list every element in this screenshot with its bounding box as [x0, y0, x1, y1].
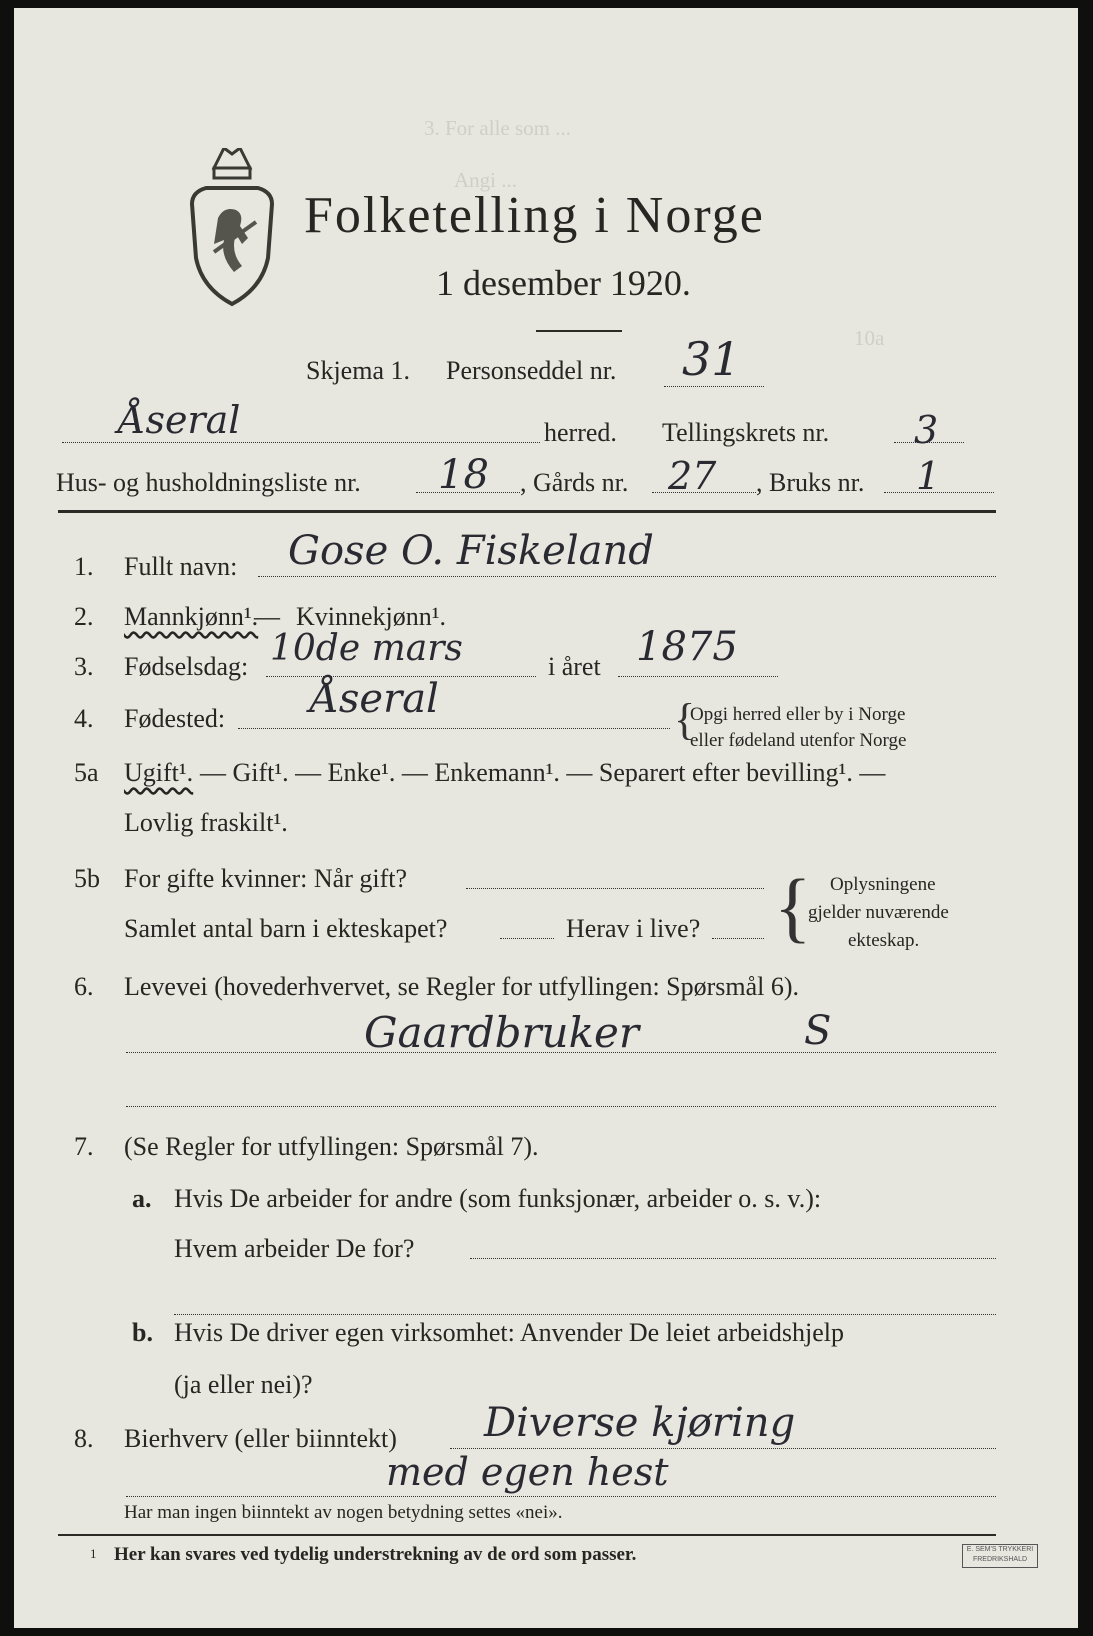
q3-year-label: i året — [548, 652, 601, 681]
occupation-value: Gaardbruker — [364, 1008, 639, 1057]
header-divider — [58, 510, 996, 513]
q6-label: Levevei (hovederhvervet, se Regler for utfyllingen: Spørsmål 6). — [124, 972, 800, 1001]
q4-note-line1: Opgi herred eller by i Norge — [690, 704, 906, 725]
bleed-through-text: Angi ... — [454, 168, 517, 192]
census-form-page — [14, 8, 1078, 1628]
q2-separator: — — [254, 602, 280, 631]
footnote-mark: 1 — [90, 1546, 97, 1561]
q8-field-line-2 — [126, 1496, 996, 1497]
q7a-line1: Hvis De arbeider for andre (som funksjonær, arbeider o. s. v.): — [174, 1184, 822, 1213]
q5a-number: 5a — [74, 758, 99, 787]
footnote-text: Her kan svares ved tydelig understrekning av de ord som passer. — [114, 1544, 637, 1565]
birthday-value: 10de mars — [270, 628, 463, 669]
q5b-number: 5b — [74, 864, 100, 893]
no-income-note: Har man ingen biinntekt av nogen betydning settes «nei». — [124, 1502, 563, 1523]
q4-brace: { — [674, 695, 696, 744]
tellingskrets-number: 3 — [914, 408, 939, 452]
q5b-alive-field-line — [712, 938, 764, 939]
personseddel-label: Personseddel nr. — [446, 356, 617, 385]
q4-label: Fødested: — [124, 704, 226, 733]
q7b-number: b. — [132, 1318, 153, 1347]
q7a-number: a. — [132, 1184, 152, 1213]
bruks-number: 1 — [916, 454, 941, 498]
schema-label: Skjema 1. — [306, 356, 410, 385]
herred-field-line — [62, 442, 540, 443]
personseddel-number: 31 — [682, 332, 741, 386]
q5b-note-line1: Oplysningene — [830, 874, 936, 895]
q3-number: 3. — [74, 652, 94, 681]
q6-field-line-2 — [126, 1106, 996, 1107]
printer-stamp: E. SEM'S TRYKKERI FREDRIKSHALD — [962, 1544, 1038, 1568]
q5b-alive-label: Herav i live? — [566, 914, 701, 943]
q5b-when-married-field-line — [466, 888, 764, 889]
q7-label: (Se Regler for utfyllingen: Spørsmål 7). — [124, 1132, 539, 1161]
full-name-value: Gose O. Fiskeland — [288, 528, 654, 574]
secondary-occupation-value-line2: med egen hest — [386, 1450, 669, 1494]
birthplace-value: Åseral — [310, 676, 439, 722]
personseddel-field-line — [664, 386, 764, 387]
husliste-number: 18 — [438, 452, 489, 498]
gards-number: 27 — [668, 454, 717, 498]
bleed-through-text: 10a — [854, 326, 885, 350]
q1-label: Fullt navn: — [124, 552, 238, 581]
q2-female-option: Kvinnekjønn¹. — [296, 602, 447, 631]
q8-label: Bierhverv (eller biinntekt) — [124, 1424, 397, 1453]
q5b-children-field-line — [500, 938, 554, 939]
q5b-note-line3: ekteskap. — [848, 930, 920, 951]
q5a-ugift-option: Ugift¹. — [124, 758, 194, 787]
q5b-when-married-label: For gifte kvinner: Når gift? — [124, 864, 408, 893]
footnote-divider — [58, 1534, 996, 1536]
q7b-hired-help-label: (ja eller nei)? — [174, 1370, 313, 1399]
q5a-other-options: — Gift¹. — Enke¹. — Enkemann¹. — Separert efter bevilling¹. — — [200, 758, 886, 787]
birth-year-value: 1875 — [636, 624, 738, 670]
q8-field-line — [450, 1448, 996, 1449]
q5b-brace: { — [774, 863, 812, 950]
secondary-occupation-value-line1: Diverse kjøring — [484, 1400, 796, 1446]
husliste-label: Hus- og husholdningsliste nr. — [56, 468, 361, 497]
q8-number: 8. — [74, 1424, 94, 1453]
q7a-employer-field-line — [470, 1258, 996, 1259]
form-title: Folketelling i Norge — [304, 187, 765, 244]
q1-number: 1. — [74, 552, 94, 581]
q5b-children-label: Samlet antal barn i ekteskapet? — [124, 914, 448, 943]
q4-field-line — [238, 728, 670, 729]
q5a-fraskilt-option: Lovlig fraskilt¹. — [124, 808, 288, 837]
census-date: 1 desember 1920. — [436, 263, 691, 303]
q7a-employer-field-line-2 — [174, 1314, 996, 1315]
herred-label: herred. — [544, 418, 617, 447]
q6-number: 6. — [74, 972, 94, 1001]
q7a-employer-label: Hvem arbeider De for? — [174, 1234, 415, 1263]
q2-male-option: Mannkjønn¹. — [124, 602, 259, 631]
q3-year-field-line — [618, 676, 778, 677]
bleed-through-text: 3. For alle som ... — [424, 116, 571, 140]
herred-value: Åseral — [118, 398, 241, 442]
occupation-code-mark: S — [804, 1008, 832, 1054]
q7b-line1: Hvis De driver egen virksomhet: Anvender De leiet arbeidshjelp — [174, 1318, 845, 1347]
gards-label: , Gårds nr. — [520, 468, 629, 497]
q4-number: 4. — [74, 704, 94, 733]
title-divider — [536, 330, 622, 332]
bruks-label: , Bruks nr. — [756, 468, 865, 497]
q3-label: Fødselsdag: — [124, 652, 249, 681]
tellingskrets-label: Tellingskrets nr. — [662, 418, 830, 447]
q1-field-line — [258, 576, 996, 577]
q2-number: 2. — [74, 602, 94, 631]
q7-number: 7. — [74, 1132, 94, 1161]
q6-field-line-1 — [126, 1052, 996, 1053]
q5b-note-line2: gjelder nuværende — [808, 902, 949, 923]
norwegian-coat-of-arms-icon — [184, 148, 280, 308]
q4-note-line2: eller fødeland utenfor Norge — [690, 730, 907, 751]
